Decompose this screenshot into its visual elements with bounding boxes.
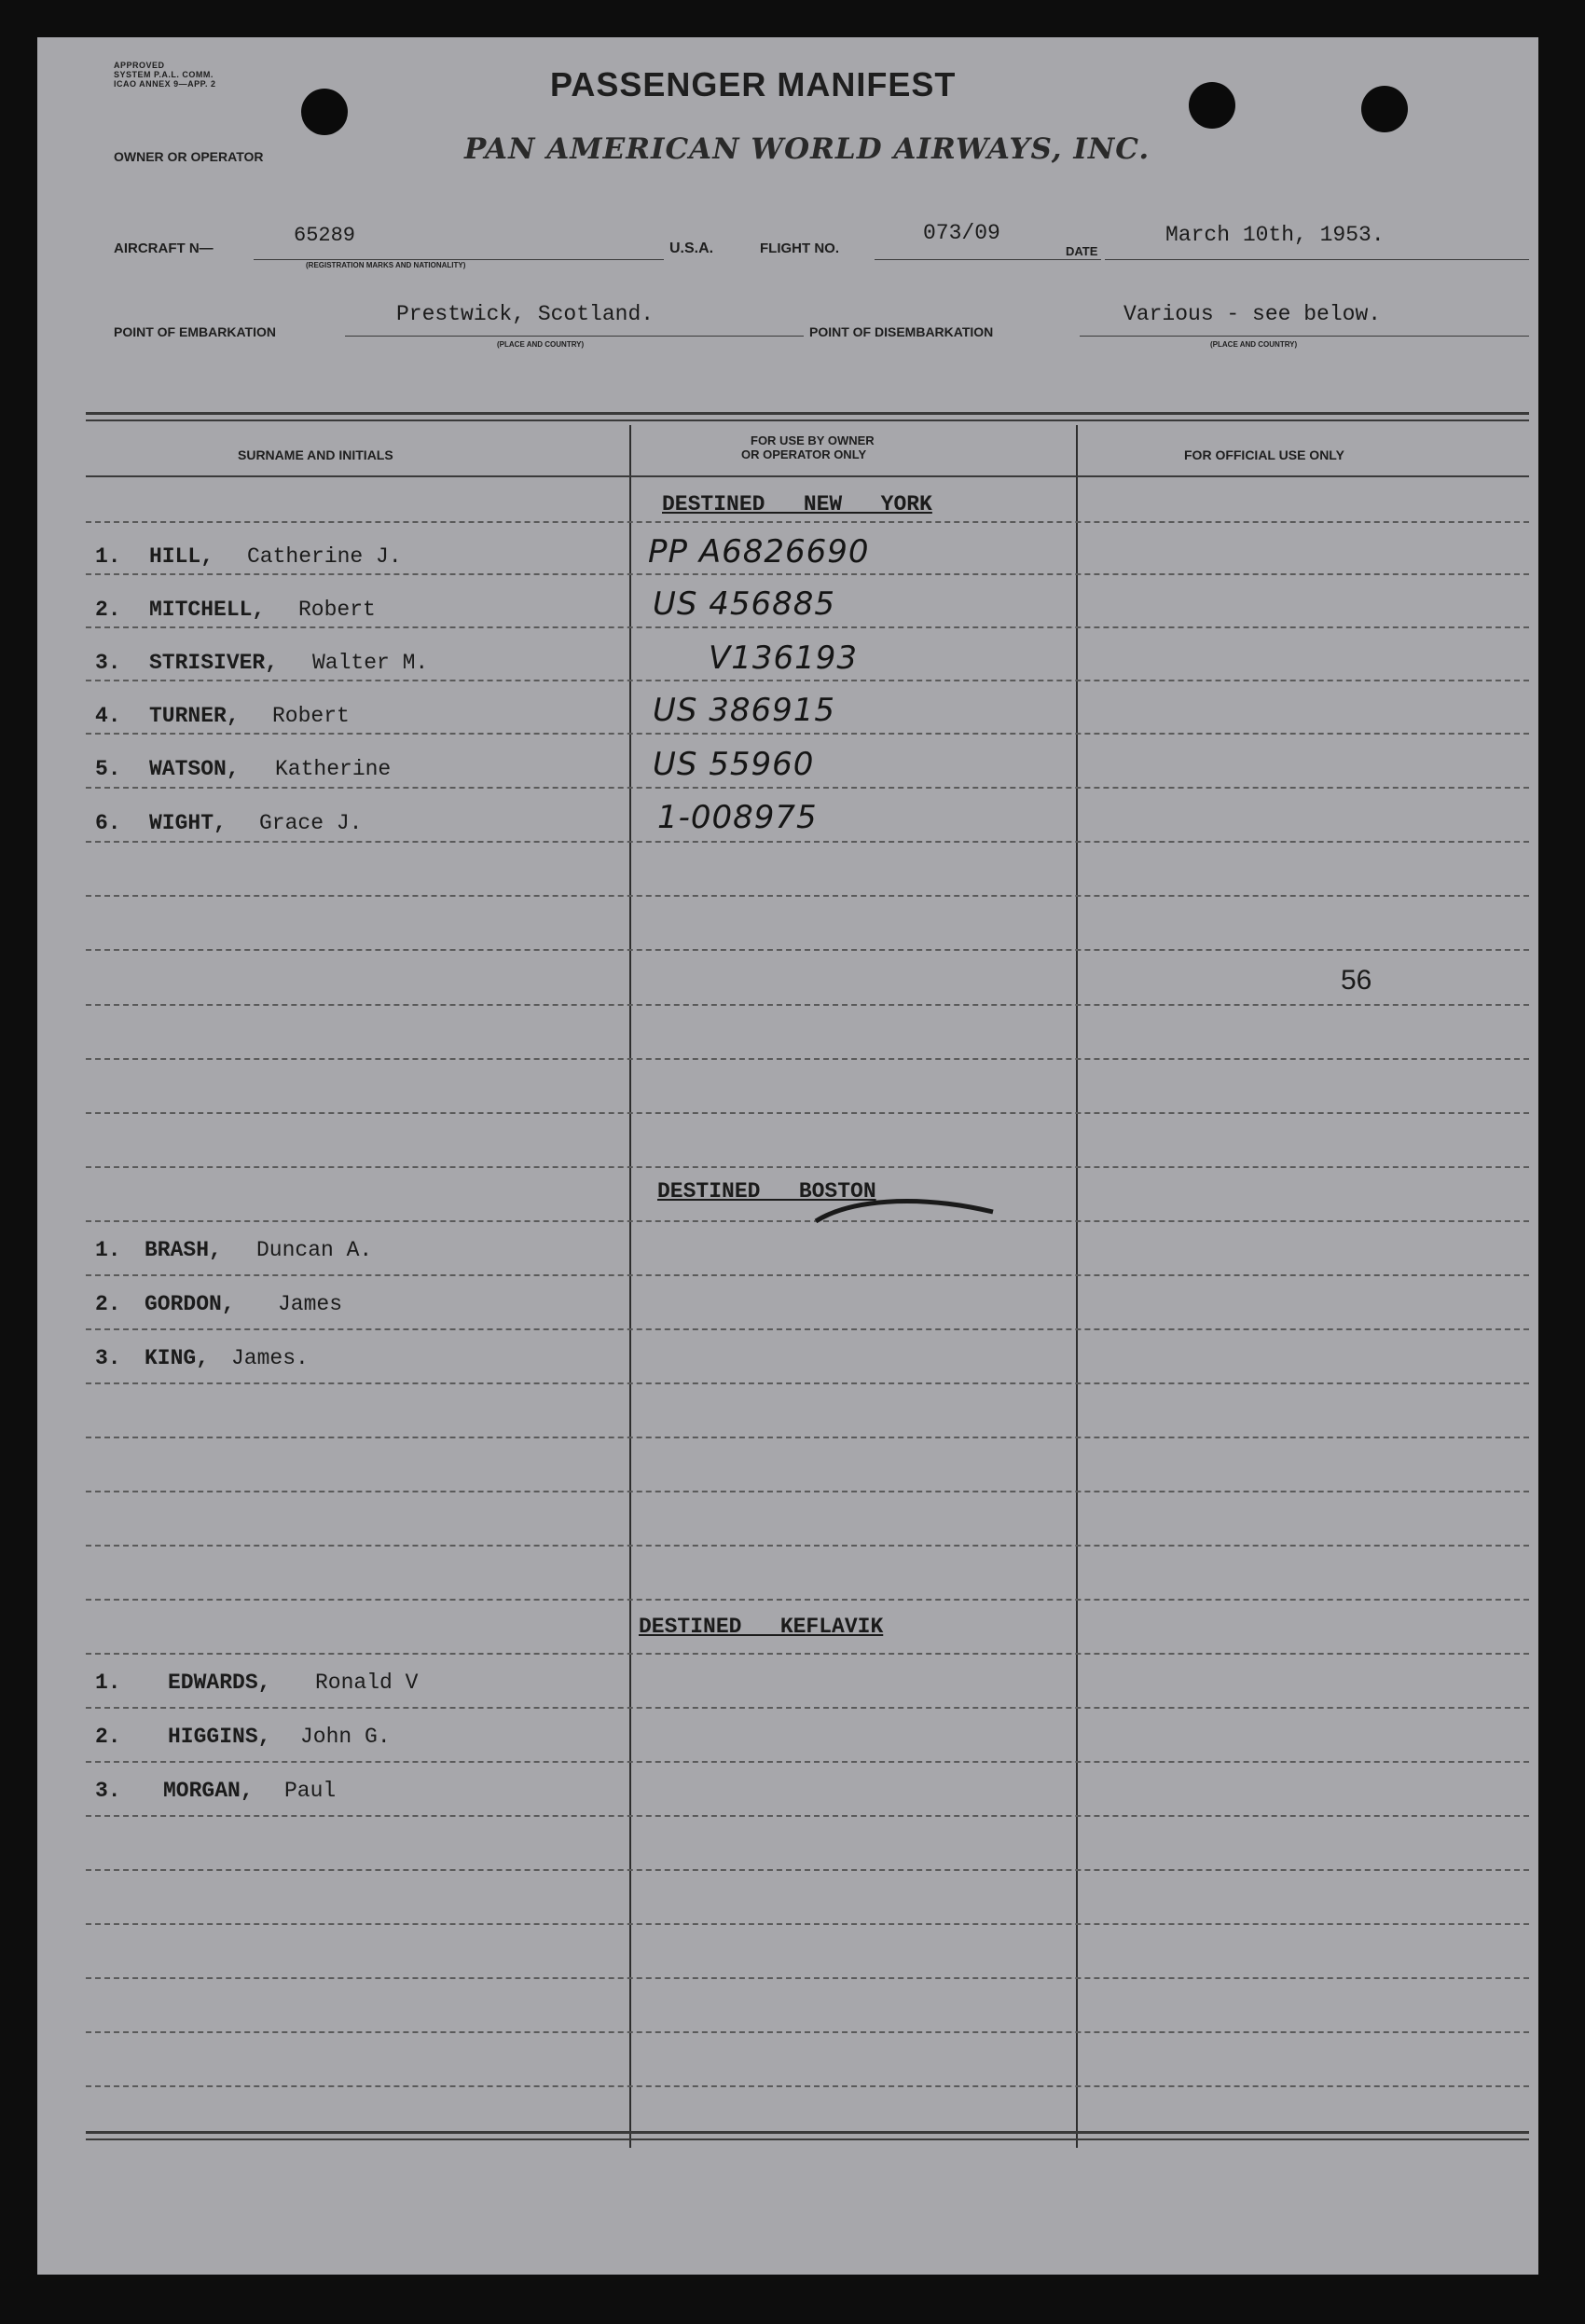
passenger-number: 2. — [95, 1292, 121, 1316]
group-heading-keflavik: DESTINED KEFLAVIK — [639, 1615, 884, 1639]
passenger-given-names: James — [278, 1292, 343, 1316]
column-header-owner-use-1: FOR USE BY OWNER — [751, 433, 875, 447]
punch-hole-right — [1361, 86, 1408, 132]
passenger-surname: GORDON, — [145, 1292, 235, 1316]
passenger-surname: WATSON, — [149, 757, 240, 781]
disembarkation-caption: (PLACE AND COUNTRY) — [1210, 340, 1298, 349]
manifest-sheet — [37, 37, 1538, 2275]
punch-hole-left — [301, 89, 348, 135]
aircraft-field-line — [254, 259, 664, 260]
disembarkation-label: POINT OF DISEMBARKATION — [809, 324, 994, 339]
approval-line-2: SYSTEM P.A.L. COMM. — [114, 70, 214, 79]
passenger-number: 1. — [95, 1671, 121, 1695]
passenger-number: 2. — [95, 598, 121, 622]
passenger-surname: EDWARDS, — [168, 1671, 271, 1695]
official-use-number: 56 — [1341, 965, 1372, 996]
passenger-document-number: PP A6826690 — [648, 533, 870, 571]
aircraft-caption: (REGISTRATION MARKS AND NATIONALITY) — [306, 261, 466, 269]
flight-label: FLIGHT NO. — [760, 241, 839, 256]
passenger-number: 1. — [95, 544, 121, 569]
passenger-given-names: Robert — [272, 704, 350, 728]
passenger-given-names: Walter M. — [312, 651, 429, 675]
flight-field-line — [875, 259, 1101, 260]
approval-line-3: ICAO ANNEX 9—APP. 2 — [114, 79, 216, 89]
passenger-document-number: 1-008975 — [657, 799, 818, 836]
date-field-line — [1105, 259, 1529, 260]
disembarkation-field-line — [1080, 336, 1529, 337]
header-rule — [86, 475, 1529, 477]
column-header-official: FOR OFFICIAL USE ONLY — [1184, 447, 1344, 462]
passenger-surname: MORGAN, — [163, 1779, 254, 1803]
passenger-number: 4. — [95, 704, 121, 728]
punch-hole-middle — [1189, 82, 1235, 129]
flight-value: 073/09 — [923, 221, 1000, 245]
passenger-number: 6. — [95, 811, 121, 835]
passenger-given-names: Ronald V — [315, 1671, 419, 1695]
passenger-given-names: Katherine — [275, 757, 392, 781]
embarkation-field-line — [345, 336, 804, 337]
column-header-surname: SURNAME AND INITIALS — [238, 447, 393, 462]
passenger-document-number: US 456885 — [653, 585, 836, 623]
passenger-number: 3. — [95, 1779, 121, 1803]
passenger-given-names: Paul — [284, 1779, 337, 1803]
embarkation-label: POINT OF EMBARKATION — [114, 324, 276, 339]
operator-name: PAN AMERICAN WORLD AIRWAYS, INC. — [464, 132, 1151, 166]
column-divider-2 — [1076, 425, 1078, 2148]
passenger-number: 5. — [95, 757, 121, 781]
ink-smudge — [811, 1191, 998, 1229]
passenger-surname: HIGGINS, — [168, 1725, 271, 1749]
embarkation-value: Prestwick, Scotland. — [396, 302, 655, 326]
owner-label: OWNER OR OPERATOR — [114, 149, 264, 164]
passenger-surname: MITCHELL, — [149, 598, 266, 622]
passenger-given-names: Grace J. — [259, 811, 363, 835]
passenger-given-names: Duncan A. — [256, 1238, 373, 1262]
passenger-surname: TURNER, — [149, 704, 240, 728]
passenger-document-number: US 386915 — [653, 692, 836, 729]
embarkation-caption: (PLACE AND COUNTRY) — [497, 340, 585, 349]
passenger-given-names: Robert — [298, 598, 376, 622]
passenger-surname: KING, — [145, 1346, 210, 1370]
passenger-given-names: John G. — [300, 1725, 391, 1749]
passenger-surname: HILL, — [149, 544, 214, 569]
passenger-surname: STRISIVER, — [149, 651, 279, 675]
aircraft-label: AIRCRAFT N— — [114, 241, 214, 256]
date-value: March 10th, 1953. — [1165, 223, 1385, 247]
table-top-rule — [86, 412, 1529, 415]
aircraft-value: 65289 — [294, 224, 356, 247]
column-divider-1 — [629, 425, 631, 2148]
passenger-number: 3. — [95, 651, 121, 675]
usa-label: U.S.A. — [669, 241, 714, 256]
approval-line-1: APPROVED — [114, 61, 165, 70]
passenger-document-number: V136193 — [709, 639, 859, 677]
page-title: PASSENGER MANIFEST — [550, 65, 957, 103]
passenger-document-number: US 55960 — [653, 746, 815, 783]
group-heading-boston: DESTINED BOSTON — [657, 1179, 876, 1203]
passenger-given-names: Catherine J. — [247, 544, 402, 569]
passenger-number: 3. — [95, 1346, 121, 1370]
column-header-owner-use-2: OR OPERATOR ONLY — [741, 447, 867, 461]
table-top-rule-2 — [86, 419, 1529, 421]
passenger-number: 2. — [95, 1725, 121, 1749]
group-heading-new-york: DESTINED NEW YORK — [662, 492, 932, 516]
disembarkation-value: Various - see below. — [1123, 302, 1382, 326]
table-bottom-rule — [86, 2131, 1529, 2134]
passenger-surname: BRASH, — [145, 1238, 222, 1262]
date-label: DATE — [1066, 244, 1098, 258]
passenger-given-names: James. — [231, 1346, 309, 1370]
passenger-number: 1. — [95, 1238, 121, 1262]
table-bottom-rule-2 — [86, 2138, 1529, 2140]
passenger-surname: WIGHT, — [149, 811, 227, 835]
